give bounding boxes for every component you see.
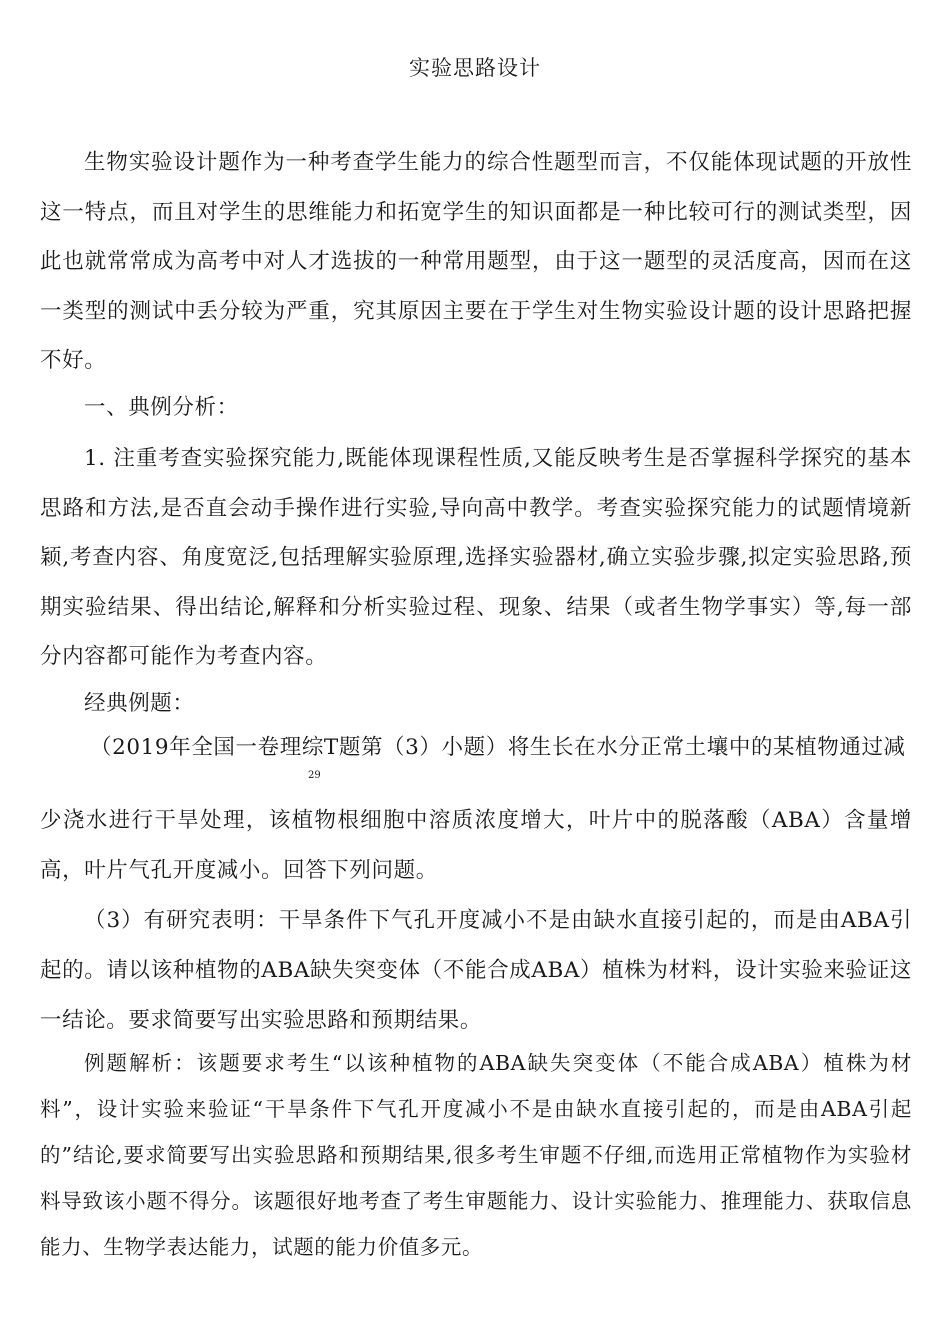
analysis-paragraph: 例题解析：该题要求考生“以该种植物的ABA缺失突变体（不能合成ABA）植株为材料”，设计实验来验证“干旱条件下气孔开度减小不是由缺水直接引起的，而是由ABA引起的”结论,要求简要写出实验思路和预期结果,很多考生审题不仔细,而选用正常植物作为实验材料导致该小题不得分。该题很好地考查了考生审题能力、设计实验能力、推理能力、获取信息能力、生物学表达能力，试题的能力价值多元。	[40, 1051, 912, 1259]
document-title: 实验思路设计	[409, 56, 541, 80]
example-heading: 经典例题：	[84, 691, 195, 716]
intro-paragraph: 生物实验设计题作为一种考查学生能力的综合性题型而言，不仅能体现试题的开放性这一特点，而且对学生的思维能力和拓宽学生的知识面都是一种比较可行的测试类型，因此也就常常成为高考中对人才选拔的一种常用题型，由于这一题型的灵活度高，因而在这一类型的测试中丢分较为严重，究其原因主要在于学生对生物实验设计题的设计思路把握不好。	[40, 150, 912, 373]
point-1-paragraph: 1. 注重考查实验探究能力,既能体现课程性质,又能反映考生是否掌握科学探究的基本思路和方法,是否直会动手操作进行实验,导向高中教学。考查实验探究能力的试题情境新颖,考查内容、角度宽泛,包括理解实验原理,选择实验器材,确立实验步骤,拟定实验思路,预期实验结果、得出结论,解释和分析实验过程、现象、结果（或者生物学事实）等,每一部分内容都可能作为考查内容。	[40, 446, 912, 669]
superscript-number: 29	[308, 770, 321, 781]
question-paragraph: （3）有研究表明：干旱条件下气孔开度减小不是由缺水直接引起的，而是由ABA引起的。请以该种植物的ABA缺失突变体（不能合成ABA）植株为材料，设计实验来验证这一结论。要求简要写出实验思路和预期结果。	[40, 908, 912, 1033]
example-body-paragraph: 少浇水进行干旱处理，该植物根细胞中溶质浓度增大，叶片中的脱落酸（ABA）含量增高，叶片气孔开度减小。回答下列问题。	[40, 808, 912, 883]
example-source-line: （2019年全国一卷理综T题第（3）小题）将生长在水分正常土壤中的某植物通过减	[90, 735, 906, 760]
section-heading: 一、典例分析：	[84, 395, 239, 420]
